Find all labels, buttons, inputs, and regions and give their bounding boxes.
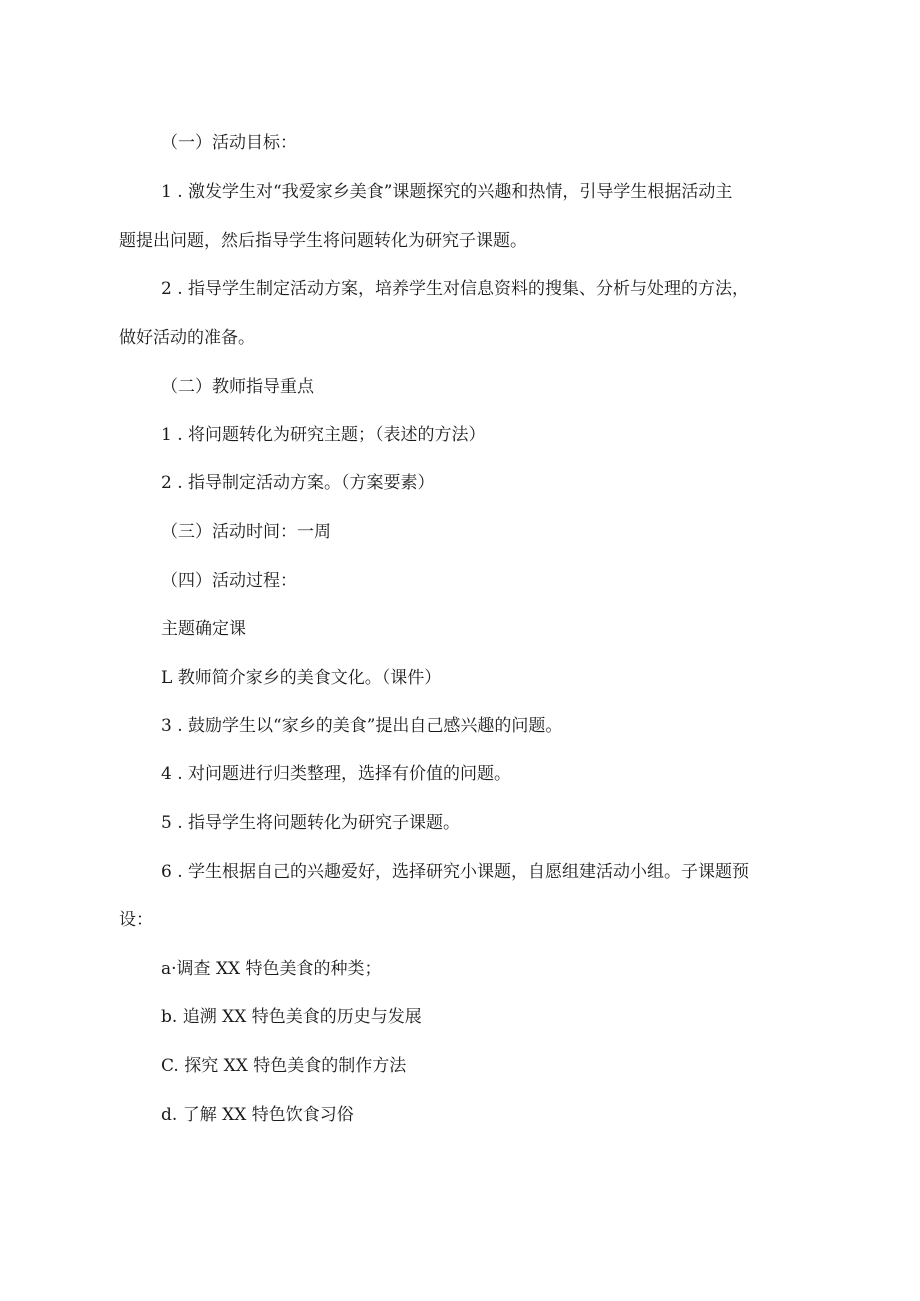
- goal-2-line1: 2 . 指导学生制定活动方案，培养学生对信息资料的搜集、分析与处理的方法，: [161, 279, 750, 299]
- sub-topic-b: b. 追溯 XX 特色美食的历史与发展: [161, 1007, 422, 1027]
- step-6-line2: 设：: [119, 910, 153, 930]
- step-3: 3 . 鼓励学生以“家乡的美食”提出自己感兴趣的问题。: [161, 716, 563, 736]
- lesson-title: 主题确定课: [161, 619, 246, 639]
- step-L: L 教师简介家乡的美食文化。（课件）: [161, 668, 442, 688]
- goals-heading: （一）活动目标：: [161, 133, 297, 153]
- goal-2-line2: 做好活动的准备。: [119, 328, 255, 348]
- step-6-line1: 6 . 学生根据自己的兴趣爱好，选择研究小课题，自愿组建活动小组。子课题预: [161, 862, 750, 882]
- time-heading: （三）活动时间：一周: [161, 522, 331, 542]
- goal-1-line1: 1 . 激发学生对“我爱家乡美食”课题探究的兴趣和热情，引导学生根据活动主: [161, 182, 733, 202]
- sub-topic-d: d. 了解 XX 特色饮食习俗: [161, 1105, 354, 1125]
- sub-topic-a: a·调查 XX 特色美食的种类；: [161, 959, 382, 979]
- focus-item-2: 2 . 指导制定活动方案。（方案要素）: [161, 473, 435, 493]
- step-4: 4 . 对问题进行归类整理，选择有价值的问题。: [161, 764, 512, 784]
- step-5: 5 . 指导学生将问题转化为研究子课题。: [161, 813, 461, 833]
- focus-item-1: 1 . 将问题转化为研究主题；（表述的方法）: [161, 425, 486, 445]
- process-heading: （四）活动过程：: [161, 571, 297, 591]
- goal-1-line2: 题提出问题，然后指导学生将问题转化为研究子课题。: [119, 231, 527, 251]
- sub-topic-c: C. 探究 XX 特色美食的制作方法: [161, 1056, 407, 1076]
- focus-heading: （二）教师指导重点: [161, 377, 314, 397]
